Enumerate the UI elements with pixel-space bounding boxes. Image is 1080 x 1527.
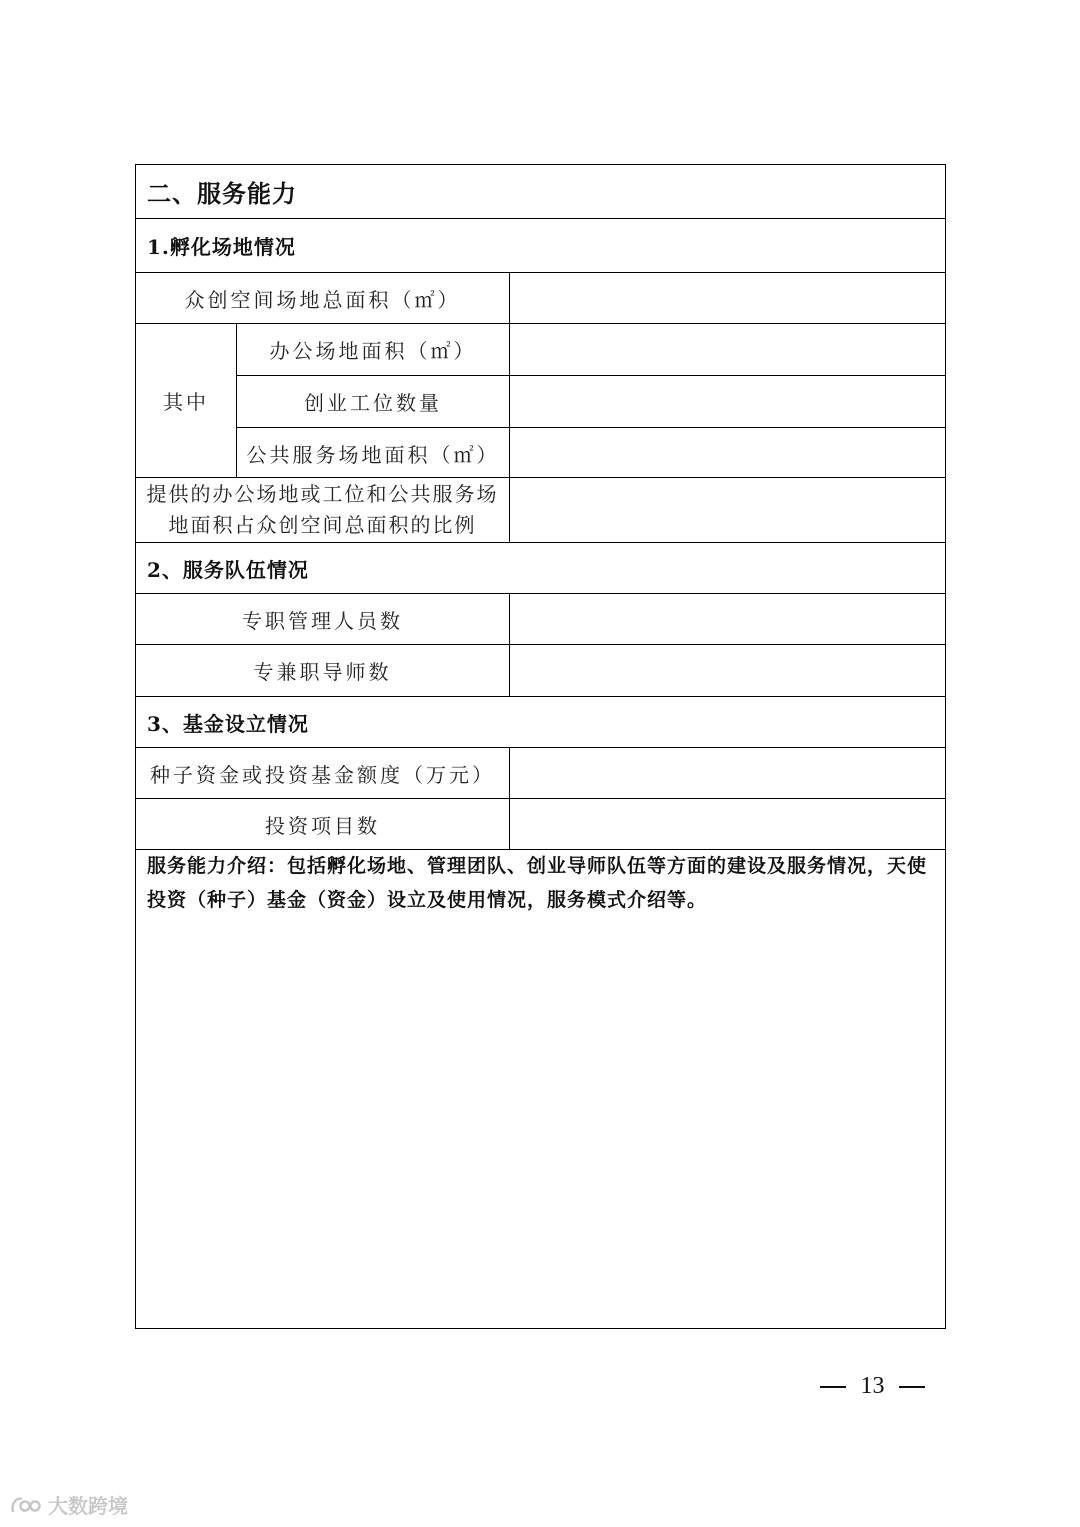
projects-value[interactable]	[509, 799, 945, 849]
mentors-row	[136, 645, 945, 697]
mentors-label: 专兼职导师数	[253, 660, 392, 684]
service-capability-form	[135, 164, 946, 1329]
office-area-label: 办公场地面积（㎡）	[269, 339, 477, 363]
ratio-label-line2: 地面积占众创空间总面积的比例	[168, 513, 477, 537]
ratio-label	[136, 478, 509, 542]
ratio-row	[136, 478, 945, 543]
workstations-label: 创业工位数量	[304, 391, 442, 415]
fund-amount-value[interactable]	[509, 748, 945, 798]
projects-row	[136, 799, 945, 850]
page-number-left-dash	[820, 1386, 846, 1388]
watermark	[10, 1490, 128, 1519]
ratio-value[interactable]	[509, 478, 945, 542]
fulltime-staff-value[interactable]	[509, 594, 945, 644]
total-area-row	[136, 273, 945, 324]
brand-logo-icon	[10, 1494, 42, 1516]
workstations-value[interactable]	[509, 376, 945, 427]
workstations-row	[237, 376, 945, 428]
mentors-value[interactable]	[509, 645, 945, 696]
public-area-row	[237, 428, 945, 478]
office-area-row	[237, 324, 945, 376]
of-which-label: 其中	[163, 390, 209, 414]
team-heading-row	[136, 543, 945, 594]
total-area-value[interactable]	[509, 273, 945, 323]
fulltime-staff-row	[136, 594, 945, 645]
team-heading: 2、服务队伍情况	[147, 557, 309, 582]
ratio-label-line1: 提供的办公场地或工位和公共服务场	[146, 482, 499, 506]
total-area-label: 众创空间场地总面积（㎡）	[184, 287, 461, 312]
page-number	[820, 1373, 925, 1400]
site-heading: 1.孵化场地情况	[147, 235, 296, 259]
section-title: 二、服务能力	[147, 179, 297, 208]
fund-heading-row	[136, 697, 945, 748]
service-intro-text[interactable]: 服务能力介绍：包括孵化场地、管理团队、创业导师队伍等方面的建设及服务情况，天使投资（种子）基金（资金）设立及使用情况，服务模式介绍等。	[147, 855, 928, 911]
office-area-value[interactable]	[509, 324, 945, 375]
page-number-value: 13	[860, 1373, 885, 1399]
public-area-label: 公共服务场地面积（㎡）	[246, 442, 500, 467]
page-number-right-dash	[899, 1386, 925, 1388]
public-area-value[interactable]	[509, 428, 945, 478]
projects-label: 投资项目数	[265, 813, 380, 838]
fund-amount-label: 种子资金或投资基金额度（万元）	[150, 762, 495, 787]
section-title-row	[136, 165, 945, 219]
fulltime-staff-label: 专职管理人员数	[242, 608, 403, 633]
fund-amount-row	[136, 748, 945, 799]
site-heading-row	[136, 219, 945, 273]
watermark-text: 大数跨境	[48, 1494, 128, 1518]
fund-heading: 3、基金设立情况	[147, 711, 309, 736]
